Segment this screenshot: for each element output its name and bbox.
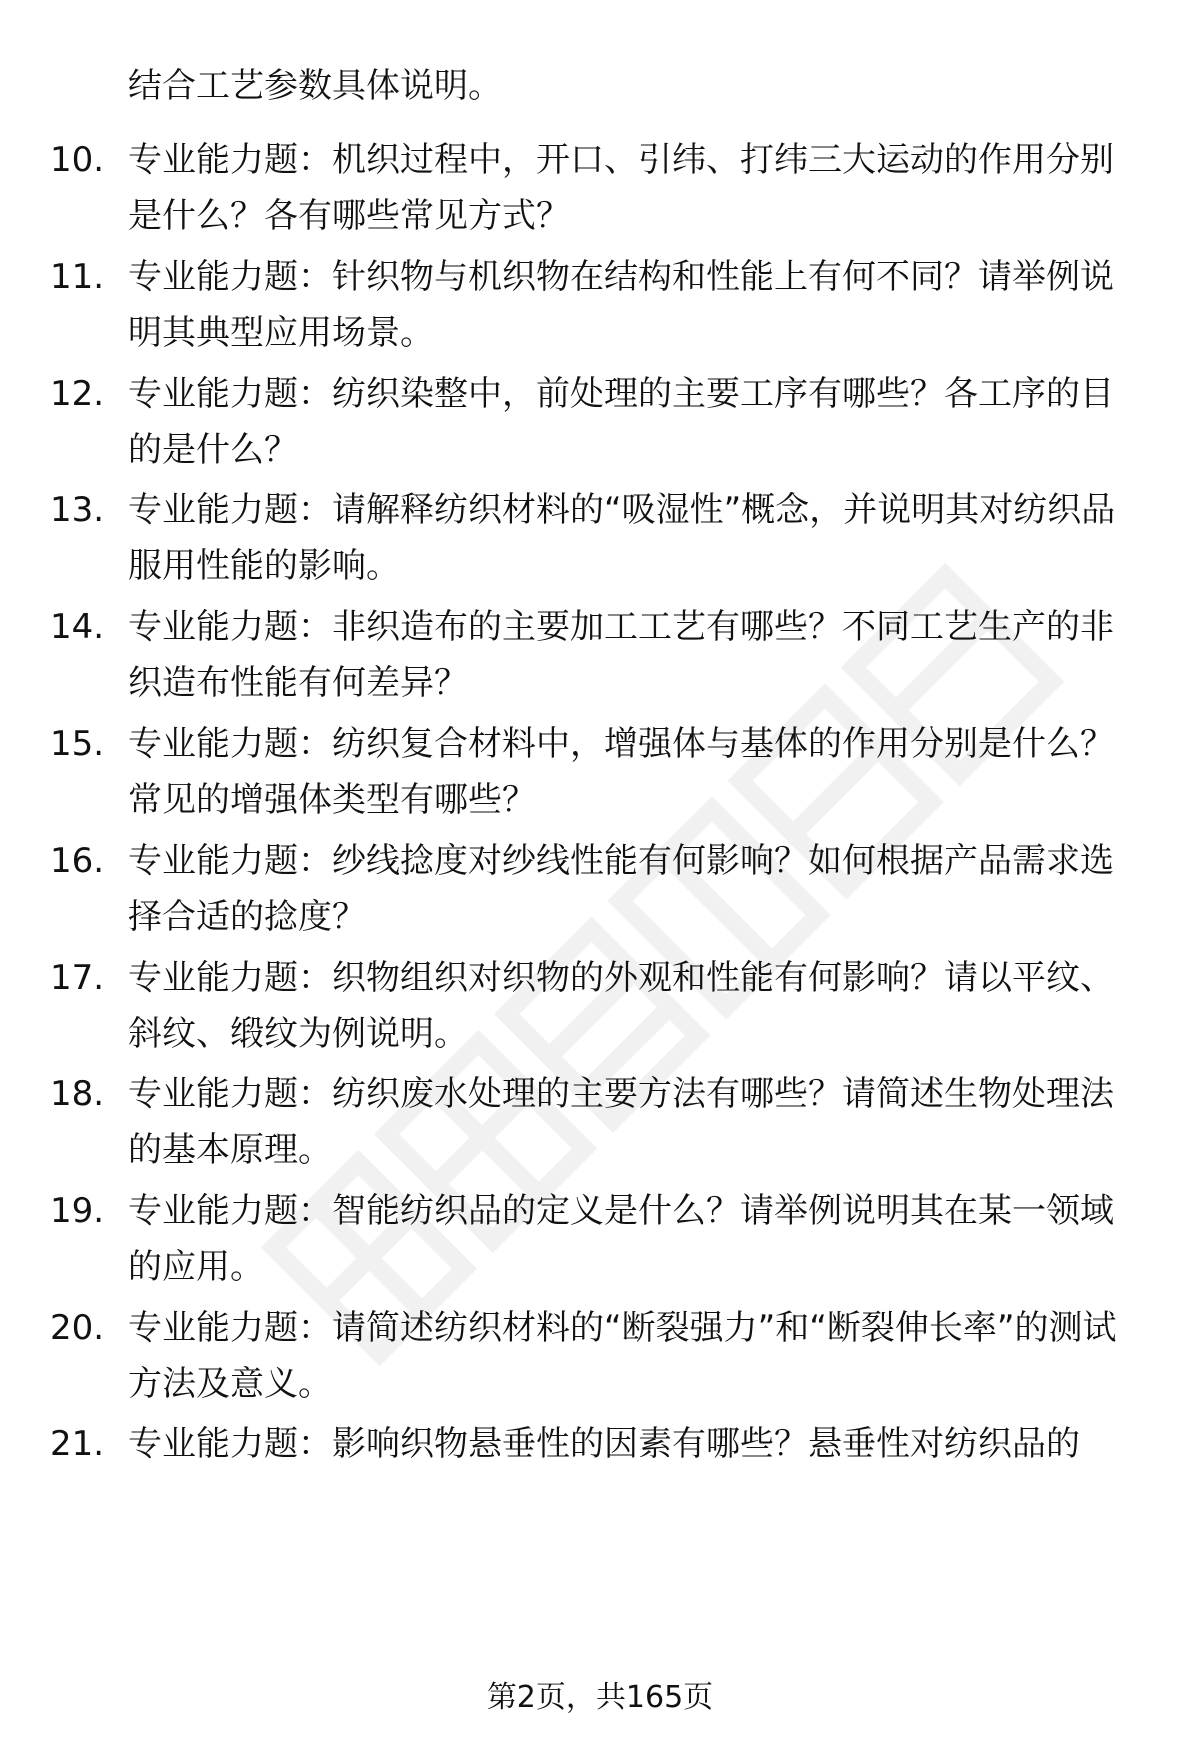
question-item [0, 599, 1200, 719]
page-footer: 第2页，共165页 [486, 1680, 714, 1715]
question-text: 专业能力题：非织造布的主要加工工艺有哪些？不同工艺生产的非织造布性能有何差异？ [128, 607, 1114, 703]
question-text: 专业能力题：纺织复合材料中，增强体与基体的作用分别是什么？常见的增强体类型有哪些？ [128, 724, 1114, 820]
question-text: 专业能力题：织物组织对织物的外观和性能有何影响？请以平纹、斜纹、缎纹为例说明。 [128, 958, 1114, 1054]
question-item [0, 249, 1200, 369]
continuation-text: 结合工艺参数具体说明。 [128, 66, 502, 106]
question-number: 19. [50, 1191, 105, 1231]
question-text: 专业能力题：请解释纺织材料的“吸湿性”概念，并说明其对纺织品服用性能的影响。 [128, 490, 1116, 586]
question-item [0, 366, 1200, 486]
question-number: 17. [50, 958, 105, 998]
question-item [0, 1416, 1200, 1536]
question-number: 11. [50, 257, 105, 297]
question-number: 15. [50, 724, 105, 764]
question-number: 20. [50, 1308, 105, 1348]
question-text: 专业能力题：纱线捻度对纱线性能有何影响？如何根据产品需求选择合适的捻度？ [128, 841, 1114, 937]
question-item [0, 1183, 1200, 1303]
question-text: 专业能力题：影响织物悬垂性的因素有哪些？悬垂性对纺织品的 [128, 1424, 1080, 1464]
question-text: 专业能力题：机织过程中，开口、引纬、打纬三大运动的作用分别是什么？各有哪些常见方式？ [128, 140, 1114, 236]
question-number: 18. [50, 1074, 105, 1114]
question-item [0, 716, 1200, 836]
question-text: 专业能力题：请简述纺织材料的“断裂强力”和“断裂伸长率”的测试方法及意义。 [128, 1308, 1117, 1404]
question-number: 14. [50, 607, 105, 647]
question-text: 专业能力题：智能纺织品的定义是什么？请举例说明其在某一领域的应用。 [128, 1191, 1114, 1287]
question-number: 16. [50, 841, 105, 881]
question-item [0, 1066, 1200, 1186]
question-text: 专业能力题：纺织染整中，前处理的主要工序有哪些？各工序的目的是什么？ [128, 374, 1114, 470]
question-text: 专业能力题：针织物与机织物在结构和性能上有何不同？请举例说明其典型应用场景。 [128, 257, 1114, 353]
question-number: 21. [50, 1424, 105, 1464]
question-item [0, 482, 1200, 602]
question-item [0, 833, 1200, 953]
question-number: 12. [50, 374, 105, 414]
question-number: 13. [50, 490, 105, 530]
question-number: 10. [50, 140, 105, 180]
question-item [0, 132, 1200, 252]
question-text: 专业能力题：纺织废水处理的主要方法有哪些？请简述生物处理法的基本原理。 [128, 1074, 1114, 1170]
question-item [0, 1300, 1200, 1420]
question-item [0, 950, 1200, 1070]
